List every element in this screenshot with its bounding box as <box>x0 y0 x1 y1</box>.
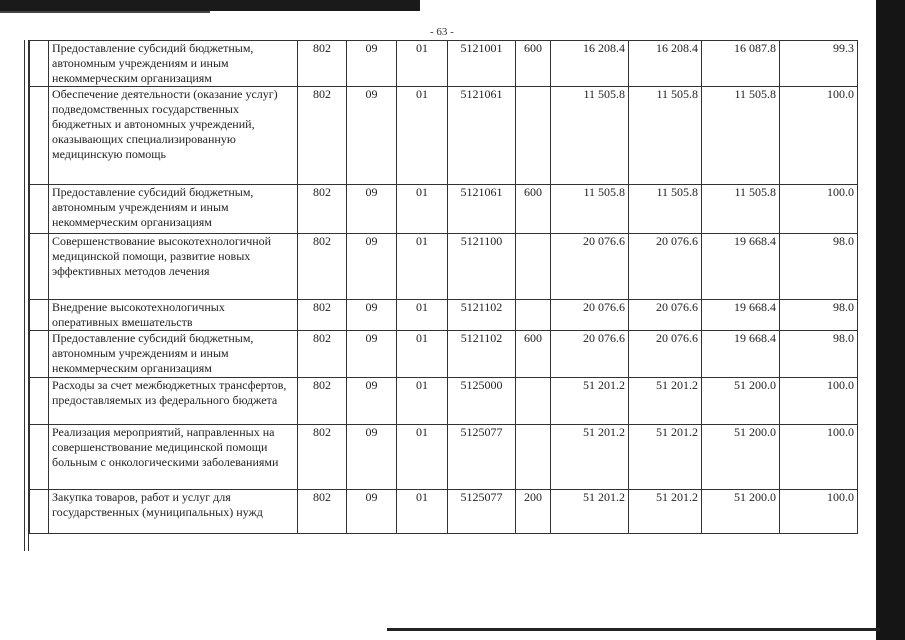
expense-type-code: 600 <box>516 185 551 234</box>
subsection-code: 01 <box>397 185 448 234</box>
table-row <box>30 331 858 378</box>
scan-edge-top <box>0 0 420 11</box>
plan-amount-1: 20 076.6 <box>551 331 629 378</box>
department-code: 802 <box>298 185 347 234</box>
expense-type-code <box>516 378 551 425</box>
plan-amount-1: 51 201.2 <box>551 490 629 534</box>
execution-percent: 99.3 <box>780 41 858 87</box>
indent-cell <box>30 41 49 87</box>
expense-name: Внедрение высокотехнологичных оперативных вмешательств <box>49 300 298 331</box>
plan-amount-2: 20 076.6 <box>629 300 702 331</box>
plan-amount-1: 20 076.6 <box>551 300 629 331</box>
expense-name: Обеспечение деятельности (оказание услуг) подведомственных государственных бюджетных и автономных учреждений, оказывающих специализированную медицинскую помощь <box>49 87 298 185</box>
section-code: 09 <box>347 185 397 234</box>
indent-cell <box>30 378 49 425</box>
target-article-code: 5121061 <box>448 87 516 185</box>
department-code: 802 <box>298 300 347 331</box>
target-article-code: 5121061 <box>448 185 516 234</box>
expense-type-code <box>516 425 551 490</box>
execution-percent: 98.0 <box>780 300 858 331</box>
executed-amount: 19 668.4 <box>702 234 780 300</box>
expense-type-code: 600 <box>516 41 551 87</box>
expense-name: Предоставление субсидий бюджетным, автономным учреждениям и иным некоммерческим организациям <box>49 41 298 87</box>
expense-name: Предоставление субсидий бюджетным, автономным учреждениям и иным некоммерческим организациям <box>49 331 298 378</box>
indent-cell <box>30 185 49 234</box>
subsection-code: 01 <box>397 490 448 534</box>
subsection-code: 01 <box>397 300 448 331</box>
table-row <box>30 185 858 234</box>
executed-amount: 51 200.0 <box>702 378 780 425</box>
department-code: 802 <box>298 234 347 300</box>
section-code: 09 <box>347 41 397 87</box>
executed-amount: 19 668.4 <box>702 331 780 378</box>
expense-type-code: 200 <box>516 490 551 534</box>
plan-amount-2: 11 505.8 <box>629 87 702 185</box>
executed-amount: 11 505.8 <box>702 87 780 185</box>
table-row <box>30 490 858 534</box>
plan-amount-1: 16 208.4 <box>551 41 629 87</box>
expense-name: Расходы за счет межбюджетных трансфертов, предоставляемых из федерального бюджета <box>49 378 298 425</box>
target-article-code: 5125077 <box>448 425 516 490</box>
section-code: 09 <box>347 234 397 300</box>
section-code: 09 <box>347 490 397 534</box>
plan-amount-1: 11 505.8 <box>551 87 629 185</box>
expense-type-code <box>516 87 551 185</box>
execution-percent: 98.0 <box>780 234 858 300</box>
department-code: 802 <box>298 378 347 425</box>
scan-edge-bottom <box>387 628 880 631</box>
execution-percent: 100.0 <box>780 378 858 425</box>
expense-name: Предоставление субсидий бюджетным, автономным учреждениям и иным некоммерческим организациям <box>49 185 298 234</box>
expense-name: Реализация мероприятий, направленных на совершенствование медицинской помощи больным с онкологическими заболеваниями <box>49 425 298 490</box>
target-article-code: 5121102 <box>448 300 516 331</box>
plan-amount-2: 51 201.2 <box>629 378 702 425</box>
target-article-code: 5121001 <box>448 41 516 87</box>
plan-amount-2: 11 505.8 <box>629 185 702 234</box>
expense-type-code <box>516 300 551 331</box>
target-article-code: 5121102 <box>448 331 516 378</box>
subsection-code: 01 <box>397 87 448 185</box>
indent-cell <box>30 425 49 490</box>
execution-percent: 98.0 <box>780 331 858 378</box>
plan-amount-2: 51 201.2 <box>629 490 702 534</box>
indent-cell <box>30 490 49 534</box>
table-row <box>30 41 858 87</box>
scan-edge-top-thin <box>0 11 210 13</box>
subsection-code: 01 <box>397 425 448 490</box>
page-number: - 63 - <box>430 26 454 38</box>
plan-amount-2: 20 076.6 <box>629 234 702 300</box>
department-code: 802 <box>298 331 347 378</box>
plan-amount-2: 20 076.6 <box>629 331 702 378</box>
expense-type-code <box>516 234 551 300</box>
target-article-code: 5125000 <box>448 378 516 425</box>
expense-name: Совершенствование высокотехнологичной медицинской помощи, развитие новых эффективных методов лечения <box>49 234 298 300</box>
subsection-code: 01 <box>397 331 448 378</box>
target-article-code: 5125077 <box>448 490 516 534</box>
expense-type-code: 600 <box>516 331 551 378</box>
budget-table <box>29 40 858 534</box>
indent-cell <box>30 331 49 378</box>
department-code: 802 <box>298 425 347 490</box>
subsection-code: 01 <box>397 378 448 425</box>
section-code: 09 <box>347 331 397 378</box>
plan-amount-1: 20 076.6 <box>551 234 629 300</box>
table-row <box>30 378 858 425</box>
executed-amount: 51 200.0 <box>702 490 780 534</box>
department-code: 802 <box>298 490 347 534</box>
target-article-code: 5121100 <box>448 234 516 300</box>
execution-percent: 100.0 <box>780 490 858 534</box>
plan-amount-2: 16 208.4 <box>629 41 702 87</box>
execution-percent: 100.0 <box>780 87 858 185</box>
section-code: 09 <box>347 300 397 331</box>
plan-amount-1: 11 505.8 <box>551 185 629 234</box>
department-code: 802 <box>298 87 347 185</box>
indent-cell <box>30 234 49 300</box>
section-code: 09 <box>347 378 397 425</box>
subsection-code: 01 <box>397 41 448 87</box>
execution-percent: 100.0 <box>780 425 858 490</box>
table-row <box>30 234 858 300</box>
section-code: 09 <box>347 425 397 490</box>
subsection-code: 01 <box>397 234 448 300</box>
table-row <box>30 87 858 185</box>
executed-amount: 19 668.4 <box>702 300 780 331</box>
plan-amount-1: 51 201.2 <box>551 378 629 425</box>
department-code: 802 <box>298 41 347 87</box>
executed-amount: 51 200.0 <box>702 425 780 490</box>
table-row <box>30 425 858 490</box>
executed-amount: 16 087.8 <box>702 41 780 87</box>
plan-amount-2: 51 201.2 <box>629 425 702 490</box>
plan-amount-1: 51 201.2 <box>551 425 629 490</box>
expense-name: Закупка товаров, работ и услуг для государственных (муниципальных) нужд <box>49 490 298 534</box>
indent-cell <box>30 300 49 331</box>
indent-cell <box>30 87 49 185</box>
table-row <box>30 300 858 331</box>
executed-amount: 11 505.8 <box>702 185 780 234</box>
section-code: 09 <box>347 87 397 185</box>
execution-percent: 100.0 <box>780 185 858 234</box>
scan-edge-right <box>876 0 905 640</box>
